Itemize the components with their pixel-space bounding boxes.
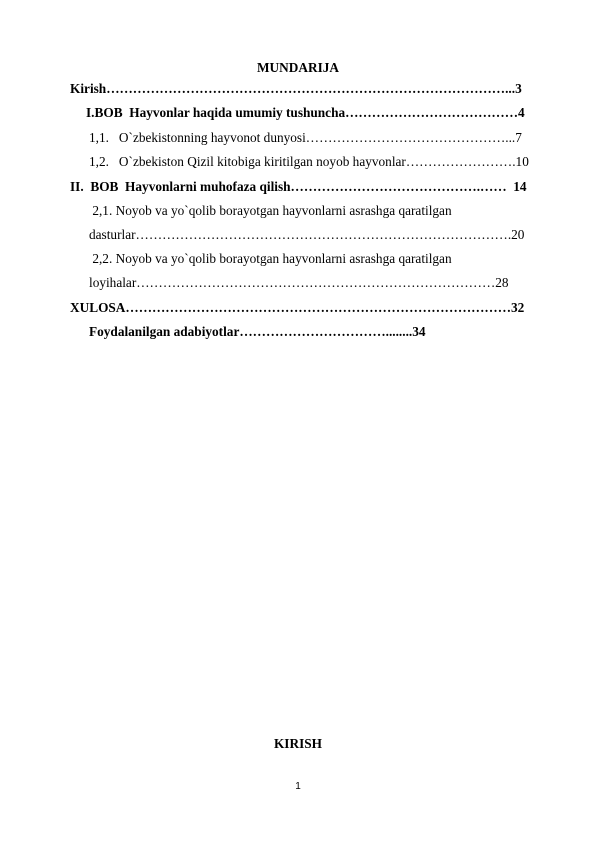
toc-entry-2-1-line1: 2,1. Noyob va yo`qolib borayotgan hayvonlarni asrashga qaratilgan — [89, 203, 452, 218]
page-number: 1 — [295, 781, 301, 792]
toc-heading: MUNDARIJA — [257, 60, 339, 75]
toc-entry-2-2-line2: loyihalar………………………………………………………………………28 — [89, 275, 509, 290]
toc-entry-2-1-line2: dasturlar………………………………………………………………………….20 — [89, 227, 525, 242]
toc-entry-xulosa: XULOSA……………………………………………………………………………32 — [70, 300, 525, 315]
toc-entry-1-1: 1,1. O`zbekistonning hayvonot dunyosi………………………………………...7 — [89, 130, 522, 145]
section-heading-kirish: KIRISH — [273, 736, 323, 751]
toc-entry-chapter-1: I.BOB Hayvonlar haqida umumiy tushuncha…………………………………4 — [86, 105, 525, 120]
toc-entry-1-2: 1,2. O`zbekiston Qizil kitobiga kiritilgan noyob hayvonlar…………………….10 — [89, 154, 529, 169]
toc-entry-references: Foydalanilgan adabiyotlar……………………………........34 — [89, 324, 426, 339]
toc-entry-2-2-line1: 2,2. Noyob va yo`qolib borayotgan hayvonlarni asrashga qaratilgan — [89, 251, 452, 266]
toc-entry-chapter-2: II. BOB Hayvonlarni muhofaza qilish…………………………………….…… 14 — [70, 179, 527, 194]
toc-entry-kirish: Kirish………………………………………………………………………………...3 — [70, 81, 522, 96]
